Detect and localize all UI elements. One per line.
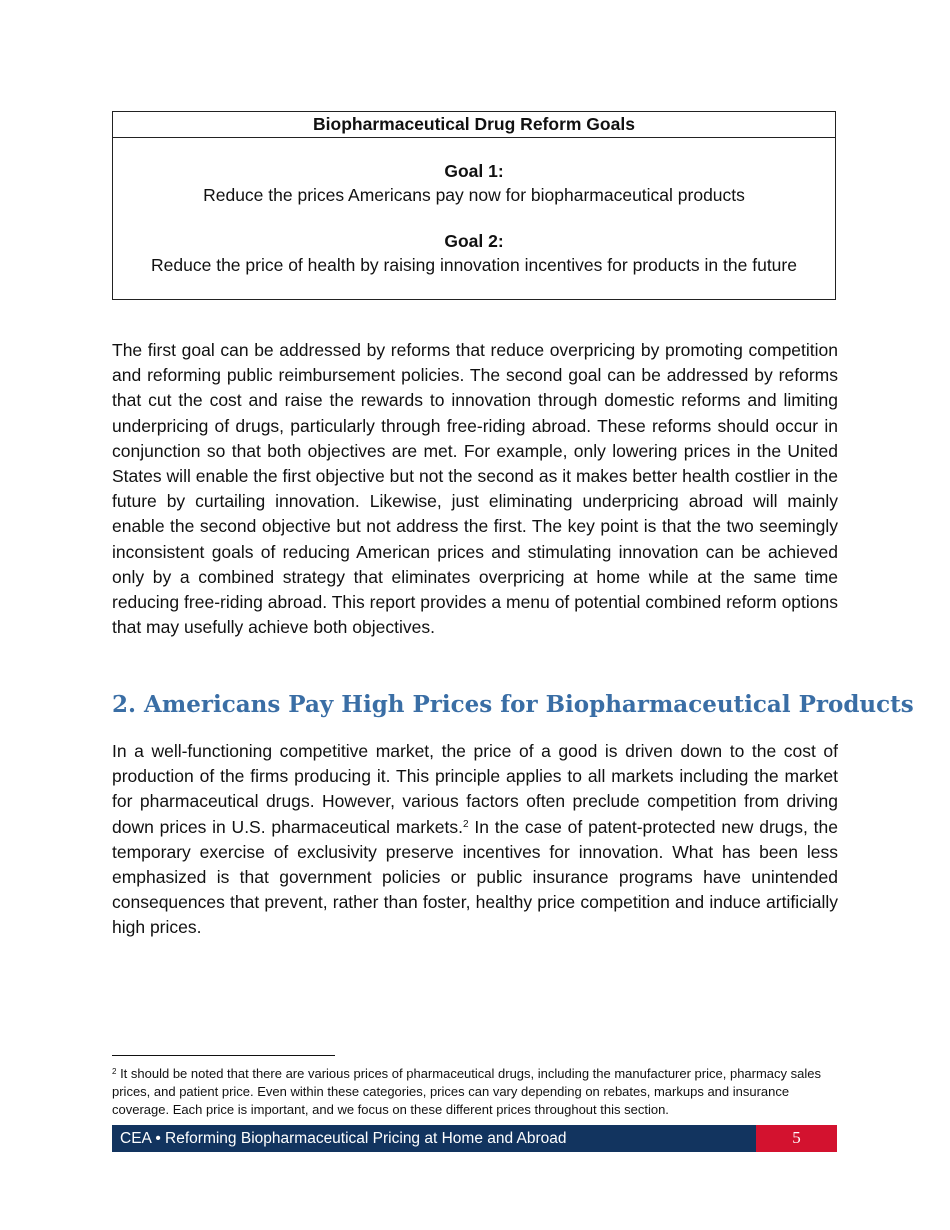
goal-2 xyxy=(113,230,835,277)
footer-title: CEA • Reforming Biopharmaceutical Pricing at Home and Abroad xyxy=(112,1125,756,1152)
goal-1 xyxy=(113,160,835,207)
footnote-divider xyxy=(112,1055,335,1056)
section-heading: 2. Americans Pay High Prices for Biopharmaceutical Products xyxy=(112,691,914,718)
section-paragraph-text-a: In a well-functioning competitive market, the price of a good is driven down to the cost of production of the firms producing it. This principle applies to all markets including the market for pharmaceutical drugs. However, various factors often preclude competition from driving down prices in U.S. pharmaceutical markets. xyxy=(112,741,838,837)
page-number: 5 xyxy=(756,1125,837,1152)
reform-goals-box xyxy=(112,111,836,300)
section-paragraph-text-b: In the case of patent-protected new drugs, the temporary exercise of exclusivity preserve incentives for innovation. What has been less emphasized is that government policies or public insurance programs have unintended consequences that prevent, rather than foster, healthy price competition and induce artificially high prices. xyxy=(112,816,838,938)
footnote-ref[interactable]: 2 xyxy=(462,818,469,830)
footnote-text: It should be noted that there are various prices of pharmaceutical drugs, including the manufacturer price, pharmacy sales prices, and patient price. Even within these categories, prices can vary depending on rebates, markups and insurance coverage. Each price is important, and we focus on these different prices throughout this section. xyxy=(112,1066,821,1117)
footnote xyxy=(112,1065,838,1119)
goal-2-text: Reduce the price of health by raising innovation incentives for products in the future xyxy=(151,255,797,275)
goal-1-label: Goal 1: xyxy=(444,161,504,181)
section-paragraph xyxy=(112,739,838,941)
goal-2-label: Goal 2: xyxy=(444,231,504,251)
goal-1-text: Reduce the prices Americans pay now for biopharmaceutical products xyxy=(203,185,745,205)
intro-paragraph: The first goal can be addressed by reforms that reduce overpricing by promoting competition and reforming public reimbursement policies. The second goal can be addressed by reforms that cut the cost and raise the rewards to innovation through domestic reforms and limiting underpricing of drugs, particularly through free-riding abroad. These reforms should occur in conjunction so that both objectives are met. For example, only lowering prices in the United States will enable the first objective but not the second as it makes better health costlier in the future by curtailing innovation. Likewise, just eliminating underpricing abroad will mainly enable the second objective but not address the first. The key point is that the two seemingly inconsistent goals of reducing American prices and stimulating innovation can be achieved only by a combined strategy that eliminates overpricing at home while at the same time reducing free-riding abroad. This report provides a menu of potential combined reform options that may usefully achieve both objectives. xyxy=(112,340,838,638)
footnote-number: 2 xyxy=(112,1067,117,1076)
goals-box-title: Biopharmaceutical Drug Reform Goals xyxy=(113,112,835,138)
